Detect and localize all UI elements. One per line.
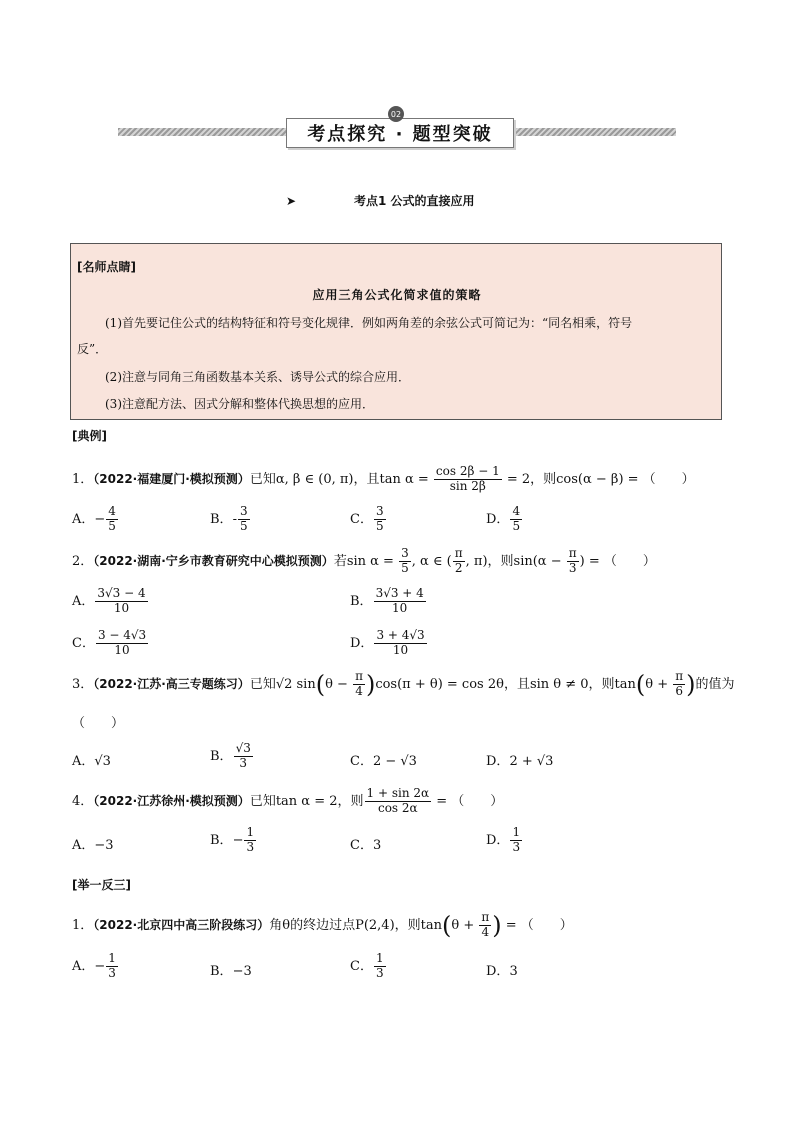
- q4-option-d[interactable]: D． $\frac{1}{3}$: [486, 825, 521, 854]
- question-1: 1．（2022·福建厦门·模拟预测）已知α, β ∈ (0, π)，且tan α = $\frac{\cos 2\beta - 1}{\sin 2\beta}$ = 2，则cos(α − β) = （ ）: [72, 464, 695, 493]
- examples-tag: [典例]: [72, 429, 107, 443]
- q2-option-b[interactable]: B． $\frac{3√3 + 4}{10}$: [350, 586, 424, 615]
- q3-option-d[interactable]: D．2 + √3: [486, 754, 554, 769]
- banner-title: 考点探究 · 题型突破: [286, 118, 514, 148]
- q3-option-a[interactable]: A．√3: [72, 754, 111, 769]
- p1-option-c[interactable]: C． $\frac{1}{3}$: [350, 951, 384, 980]
- practice-tag: [举一反三]: [72, 878, 131, 892]
- q1-option-c[interactable]: C． $\frac{3}{5}$: [350, 504, 384, 533]
- tip-p3: (3)注意配方法、因式分解和整体代换思想的应用．: [105, 397, 374, 411]
- question-2: 2．（2022·湖南·宁乡市教育研究中心模拟预测）若sin α = $\frac{3}{5}$ , α ∈ ( $\frac{\pi}{2}$ , π)，则sin(α − $\frac{\pi}{3}$ ) = （ ）: [72, 546, 656, 575]
- q2-option-d[interactable]: D． $\frac{3 + 4√3}{10}$: [350, 628, 425, 657]
- banner-badge: 02: [388, 106, 404, 122]
- q4-option-c[interactable]: C．3: [350, 838, 382, 853]
- q3-option-b[interactable]: B． $\frac{√3}{3}$: [210, 741, 251, 770]
- banner-right-stripe: [514, 128, 676, 136]
- q1-option-d[interactable]: D． $\frac{4}{5}$: [486, 504, 521, 533]
- question-4: 4．（2022·江苏徐州·模拟预测）已知tan α = 2，则 $\frac{1 + \sin 2\alpha}{\cos 2\alpha}$ = （ ）: [72, 786, 504, 815]
- q2-option-a[interactable]: A． $\frac{3√3 - 4}{10}$: [72, 586, 146, 615]
- q3-answer-paren: （ ）: [72, 716, 125, 731]
- banner-left-stripe: [118, 128, 286, 136]
- p1-option-a[interactable]: A．− $\frac{1}{3}$: [72, 951, 116, 980]
- tip-tag: [名师点睛]: [77, 260, 136, 274]
- q4-option-b[interactable]: B．− $\frac{1}{3}$: [210, 825, 255, 854]
- arrow-icon: ➤: [286, 194, 297, 208]
- question-3: 3．（2022·江苏·高三专题练习）已知√2 sin(θ − $\frac{\pi}{4}$ )cos(π + θ) = cos 2θ，且sin θ ≠ 0，则tan(θ + $\frac{\pi}{6}$ )的值为: [72, 669, 735, 699]
- q2-option-c[interactable]: C． $\frac{3 - 4√3}{10}$: [72, 628, 147, 657]
- tip-p1a: (1)首先要记住公式的结构特征和符号变化规律．例如两角差的余弦公式可简记为：“同名相乘，符号: [105, 316, 633, 330]
- tip-box: [70, 243, 722, 420]
- practice-question-1: 1．（2022·北京四中高三阶段练习）角θ的终边过点P(2,4)，则tan(θ + $\frac{\pi}{4}$ ) = （ ）: [72, 910, 573, 940]
- q1-option-a[interactable]: A．− $\frac{4}{5}$: [72, 504, 116, 533]
- section-title-text: 考点1 公式的直接应用: [354, 194, 475, 208]
- q1-option-b[interactable]: B．- $\frac{3}{5}$: [210, 504, 248, 533]
- tip-heading: 应用三角公式化简求值的策略: [312, 288, 482, 302]
- tip-p1b: 反”．: [77, 342, 108, 356]
- q3-option-c[interactable]: C．2 − √3: [350, 754, 417, 769]
- section-title: [286, 192, 475, 209]
- q4-option-a[interactable]: A．−3: [72, 838, 114, 853]
- p1-option-b[interactable]: B．−3: [210, 964, 252, 979]
- tip-p2: (2)注意与同角三角函数基本关系、诱导公式的综合应用．: [105, 370, 411, 384]
- p1-option-d[interactable]: D．3: [486, 964, 518, 979]
